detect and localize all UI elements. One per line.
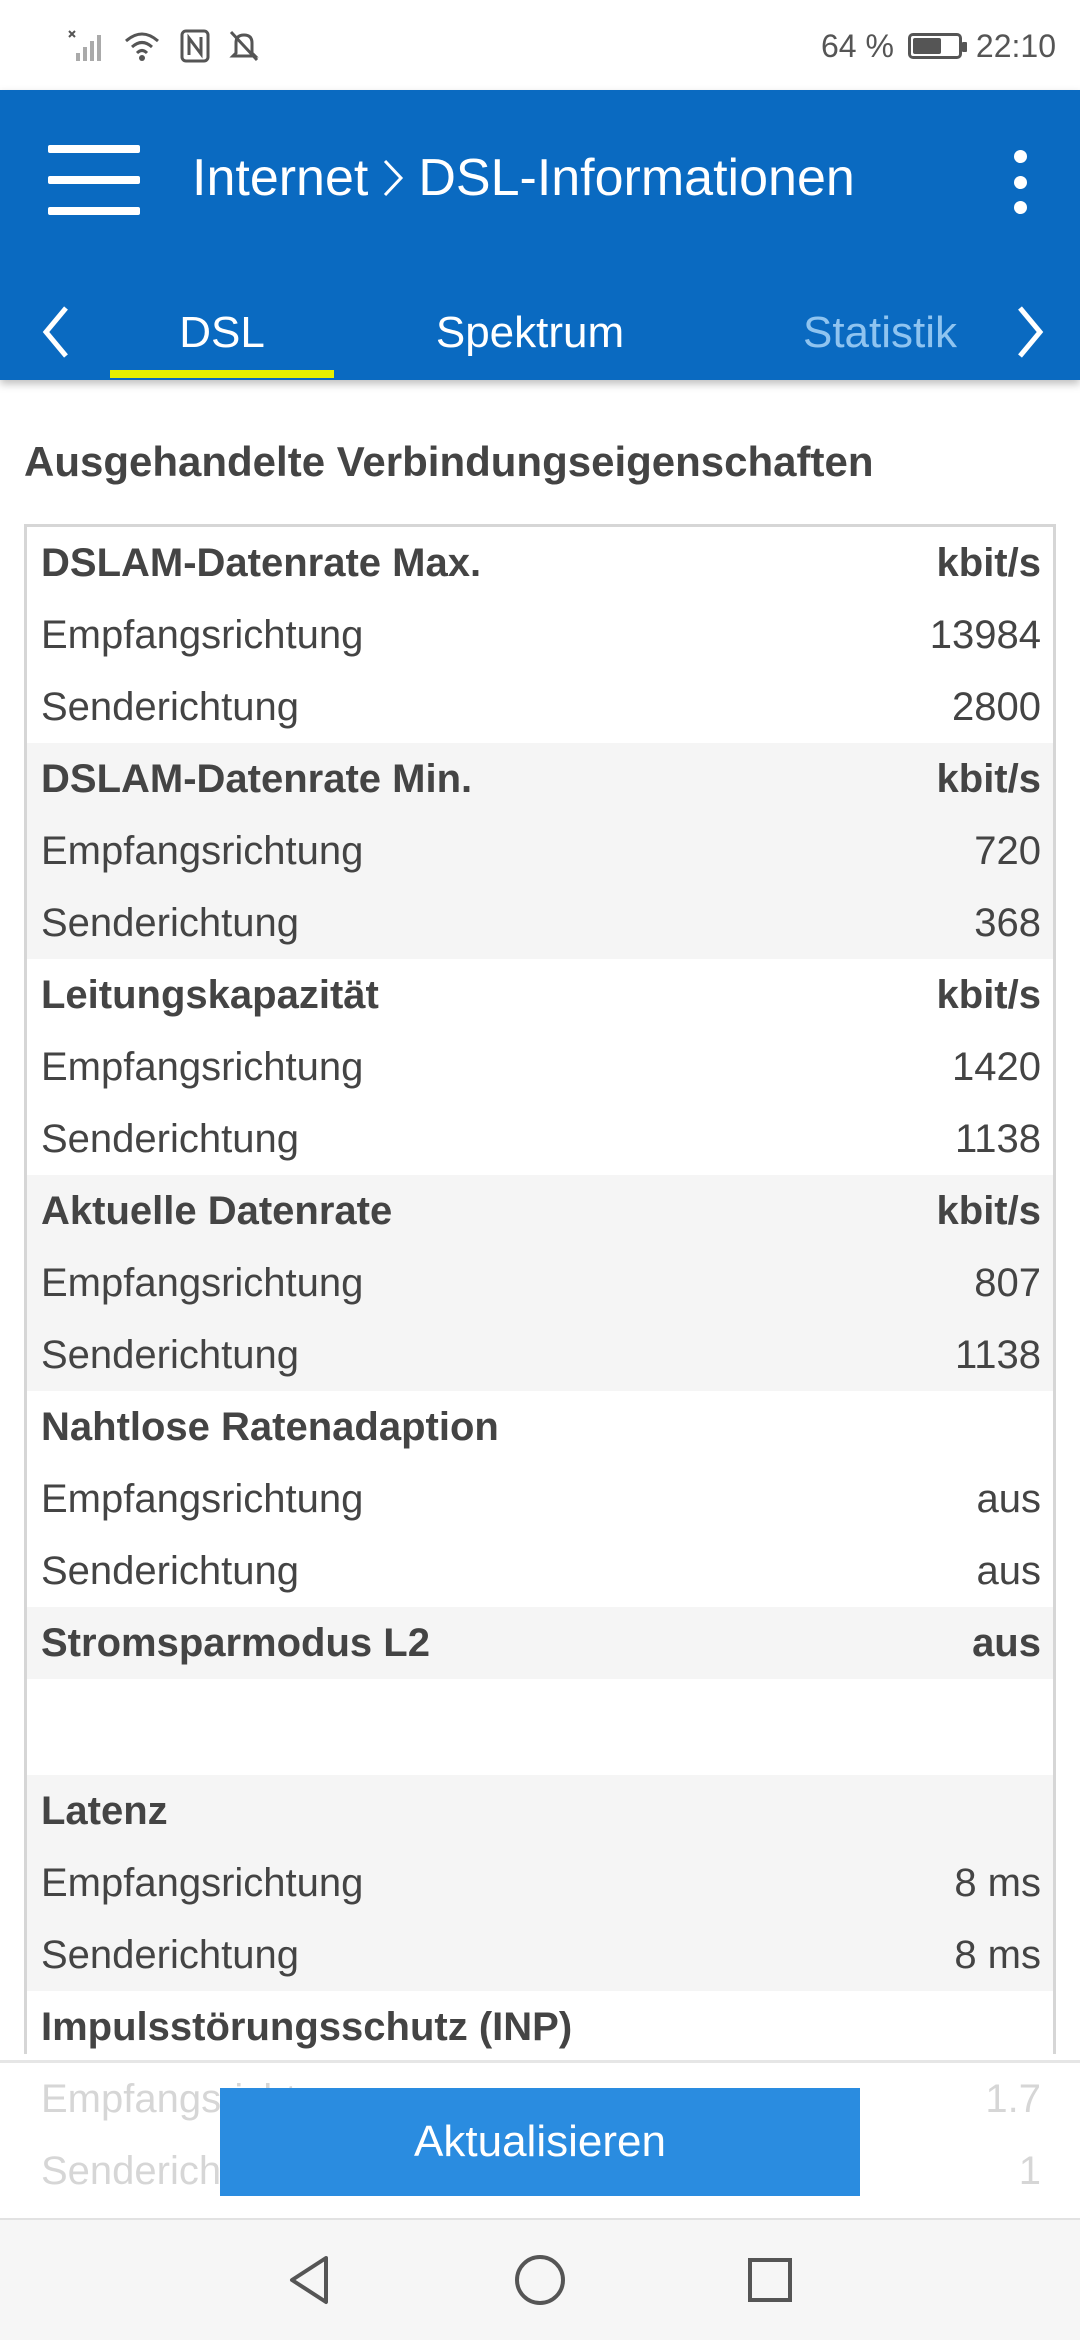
table-spacer bbox=[27, 1679, 1053, 1775]
table-row bbox=[27, 887, 1053, 959]
row-label: Senderichtung bbox=[41, 684, 299, 729]
more-options-icon[interactable] bbox=[1008, 150, 1032, 214]
page-title bbox=[192, 148, 855, 208]
row-label: Senderichtung bbox=[41, 1332, 299, 1377]
row-value: kbit/s bbox=[936, 756, 1041, 801]
table-row bbox=[27, 1847, 1053, 1919]
tab-bar bbox=[0, 285, 1080, 380]
recent-apps-icon[interactable] bbox=[740, 2250, 800, 2310]
row-value: 8 ms bbox=[954, 1932, 1041, 1977]
row-label: Empfangsrichtung bbox=[41, 612, 364, 657]
row-value: 1138 bbox=[954, 1332, 1041, 1377]
row-label: Empfangsrichtung bbox=[41, 1476, 364, 1521]
row-label: Leitungskapazität bbox=[41, 972, 379, 1017]
row-value: aus bbox=[976, 1476, 1041, 1521]
app-bar bbox=[0, 90, 1080, 380]
active-tab-indicator bbox=[110, 370, 334, 378]
status-bar bbox=[0, 0, 1080, 90]
row-label: Impulsstörungsschutz (INP) bbox=[41, 2004, 573, 2049]
row-label: Empfangsrichtung bbox=[41, 1260, 364, 1305]
battery-percent: 64 % bbox=[820, 27, 894, 64]
table-section-header bbox=[27, 959, 1053, 1031]
row-value: 2800 bbox=[952, 684, 1041, 729]
row-label: Empfangsrichtung bbox=[41, 1860, 364, 1905]
row-value: 368 bbox=[974, 900, 1041, 945]
row-label: DSLAM-Datenrate Min. bbox=[41, 756, 473, 801]
table-row bbox=[27, 671, 1053, 743]
battery-icon bbox=[908, 33, 962, 59]
status-right bbox=[821, 26, 1056, 66]
table-row bbox=[27, 1103, 1053, 1175]
mute-icon bbox=[228, 29, 260, 63]
table-row bbox=[27, 1319, 1053, 1391]
signal-off-icon bbox=[68, 29, 104, 63]
system-navigation-bar bbox=[0, 2218, 1080, 2340]
breadcrumb-current: DSL-Informationen bbox=[418, 149, 855, 207]
table-row bbox=[27, 1463, 1053, 1535]
clock: 22:10 bbox=[975, 27, 1056, 64]
section-title: Ausgehandelte Verbindungseigenschaften bbox=[24, 438, 874, 485]
tab-spektrum[interactable]: Spektrum bbox=[435, 307, 625, 357]
table-row bbox=[27, 1247, 1053, 1319]
table-section-header bbox=[27, 1775, 1053, 1847]
chevron-right-icon bbox=[382, 158, 404, 198]
wifi-icon bbox=[122, 29, 162, 63]
back-icon[interactable] bbox=[280, 2250, 340, 2310]
row-label: Nahtlose Ratenadaption bbox=[41, 1404, 499, 1449]
row-value: 1138 bbox=[954, 1116, 1041, 1161]
row-value: 13984 bbox=[929, 612, 1041, 657]
row-value: kbit/s bbox=[936, 972, 1041, 1017]
row-value: aus bbox=[976, 1548, 1041, 1593]
nfc-icon bbox=[180, 29, 210, 63]
tab-statistik[interactable]: Statistik bbox=[802, 307, 958, 357]
row-label: Senderichtung bbox=[41, 900, 299, 945]
status-icons bbox=[68, 26, 260, 66]
row-value: aus bbox=[972, 1620, 1041, 1665]
row-value: kbit/s bbox=[936, 540, 1041, 585]
chevron-left-icon[interactable] bbox=[36, 300, 76, 364]
row-value: 1420 bbox=[952, 1044, 1041, 1089]
home-icon[interactable] bbox=[510, 2250, 570, 2310]
row-label: DSLAM-Datenrate Max. bbox=[41, 540, 482, 585]
row-label: Latenz bbox=[41, 1788, 168, 1833]
row-label: Empfangsrichtung bbox=[41, 828, 364, 873]
row-value: 807 bbox=[974, 1260, 1041, 1305]
row-label: Empfangsrichtung bbox=[41, 1044, 364, 1089]
row-label: Senderichtung bbox=[41, 1116, 299, 1161]
table-row bbox=[27, 1919, 1053, 1991]
table-section-header bbox=[27, 1175, 1053, 1247]
table-row bbox=[27, 599, 1053, 671]
table-section-header bbox=[27, 527, 1053, 599]
row-label: Aktuelle Datenrate bbox=[41, 1188, 393, 1233]
row-label: Stromsparmodus L2 bbox=[41, 1620, 430, 1665]
row-value: 8 ms bbox=[954, 1860, 1041, 1905]
row-label: Senderichtung bbox=[41, 1932, 299, 1977]
table-section-header bbox=[27, 1607, 1053, 1679]
table-section-header bbox=[27, 1391, 1053, 1463]
table-row bbox=[27, 1535, 1053, 1607]
tab-dsl[interactable]: DSL bbox=[179, 307, 265, 357]
row-label: Senderichtung bbox=[41, 1548, 299, 1593]
chevron-right-icon[interactable] bbox=[1010, 300, 1050, 364]
table-row bbox=[27, 815, 1053, 887]
update-button[interactable]: Aktualisieren bbox=[220, 2088, 860, 2196]
table-section-header bbox=[27, 1991, 1053, 2063]
row-value: kbit/s bbox=[936, 1188, 1041, 1233]
table-row bbox=[27, 1031, 1053, 1103]
table-section-header bbox=[27, 743, 1053, 815]
breadcrumb-parent: Internet bbox=[192, 149, 369, 207]
menu-button[interactable] bbox=[48, 145, 140, 215]
dsl-info-table bbox=[24, 524, 1056, 2054]
row-value: 720 bbox=[974, 828, 1041, 873]
